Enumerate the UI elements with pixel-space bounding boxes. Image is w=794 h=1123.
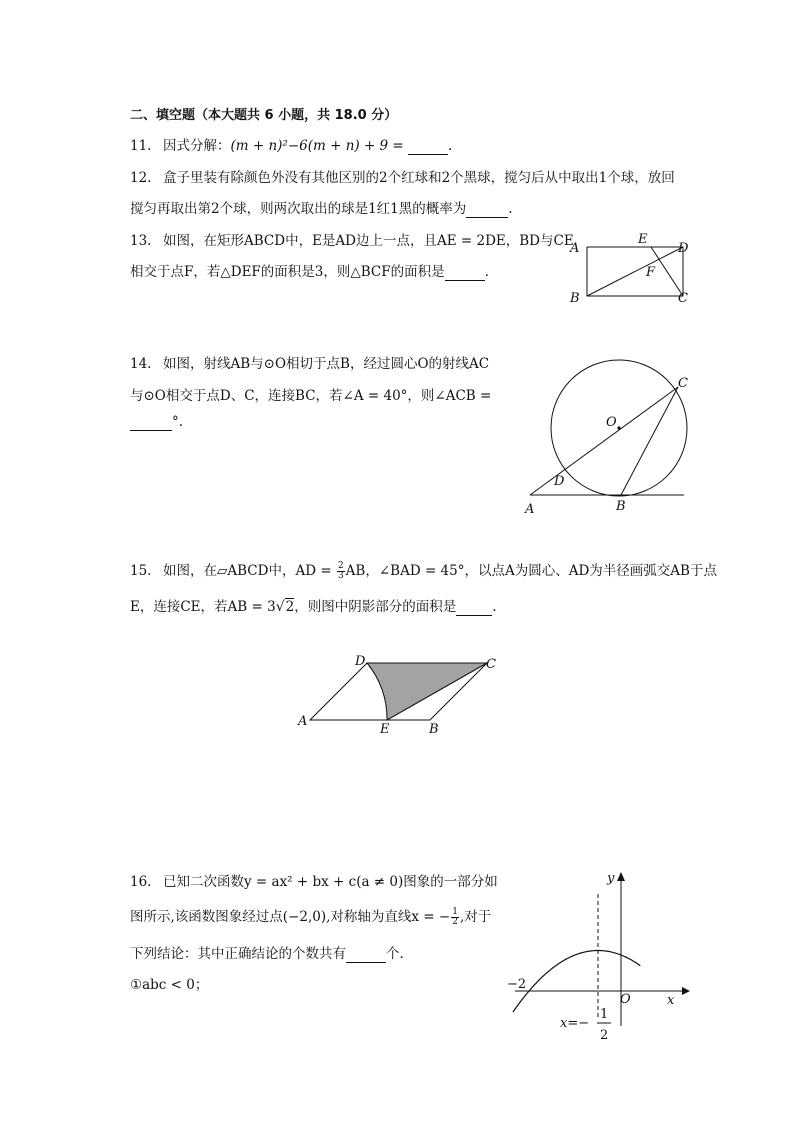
question-number: 13. xyxy=(130,233,152,249)
q16-line3b: 个. xyxy=(386,946,404,962)
q16-line2b: ,对于 xyxy=(459,909,492,925)
label-minus-two: −2 xyxy=(507,977,527,992)
q15-part1: 如图，在▱ABCD中，AD = xyxy=(163,563,332,579)
label-axis-num: 1 xyxy=(600,1007,609,1022)
label-d: D xyxy=(678,241,689,256)
sqrt-argument: 2 xyxy=(285,599,295,615)
question-13-line2 xyxy=(130,260,489,281)
question-15-line2 xyxy=(130,595,497,616)
q14-tail: °. xyxy=(172,414,184,430)
q11-tail: . xyxy=(448,138,453,154)
answer-blank[interactable] xyxy=(408,138,448,155)
label-b: B xyxy=(616,499,626,514)
label-axis-den: 2 xyxy=(600,1028,609,1043)
label-y: y xyxy=(607,871,615,886)
parallelogram-figure xyxy=(295,650,505,740)
q14-line1: 如图，射线AB与⊙O相切于点B，经过圆心O的射线AC xyxy=(163,356,490,372)
frac-numerator: 1 xyxy=(452,907,458,917)
q16-line3a: 下列结论：其中正确结论的个数共有 xyxy=(130,946,346,962)
fraction-one-half xyxy=(451,908,459,927)
question-12-line2 xyxy=(130,197,513,218)
center-dot xyxy=(617,426,620,429)
parabola-figure xyxy=(505,868,705,1048)
x-axis-arrow xyxy=(682,987,690,995)
segment-bd xyxy=(587,247,683,296)
q16-line2a: 图所示,该函数图象经过点(−2,0),对称轴为直线x = − xyxy=(130,909,451,925)
label-c: C xyxy=(486,657,496,672)
question-number: 16. xyxy=(130,874,152,890)
question-16-line1 xyxy=(130,870,498,890)
label-x: x xyxy=(667,993,675,1008)
fraction-two-thirds xyxy=(337,562,345,581)
question-12-line1 xyxy=(130,166,675,186)
label-e: E xyxy=(638,232,648,247)
label-d: D xyxy=(355,654,366,669)
question-number: 12. xyxy=(130,170,152,186)
question-16-line3 xyxy=(130,942,404,963)
label-d: D xyxy=(554,474,565,489)
label-f: F xyxy=(646,265,656,280)
frac-numerator: 2 xyxy=(337,561,344,571)
label-b: B xyxy=(570,291,580,306)
frac-denominator: 3 xyxy=(337,571,344,581)
q16-line1: 已知二次函数y = ax² + bx + c(a ≠ 0)图象的一部分如 xyxy=(163,874,498,890)
q15-line2b: ，则图中阴影部分的面积是 xyxy=(294,599,457,615)
q11-expression: (m + n)²−6(m + n) + 9 = xyxy=(230,138,404,154)
q13-line2: 相交于点F，若△DEF的面积是3，则△BCF的面积是 xyxy=(130,264,445,280)
sqrt-sign: √ xyxy=(275,599,285,615)
question-number: 15. xyxy=(130,563,152,579)
question-16-line2 xyxy=(130,905,491,927)
q13-tail: . xyxy=(484,264,489,280)
question-11 xyxy=(130,134,452,155)
rectangle-figure xyxy=(560,230,700,310)
question-16-item1: ①abc < 0； xyxy=(130,977,209,993)
circle-figure xyxy=(520,360,700,520)
q13-line1: 如图，在矩形ABCD中，E是AD边上一点，且AE = 2DE，BD与CE xyxy=(163,233,574,249)
label-o: O xyxy=(620,992,631,1007)
answer-blank[interactable] xyxy=(130,414,172,431)
label-a: A xyxy=(525,502,535,517)
q12-line2: 搅匀再取出第2个球，则两次取出的球是1红1黑的概率为 xyxy=(130,201,467,217)
label-a: A xyxy=(570,241,580,256)
y-axis-arrow xyxy=(617,872,625,881)
question-13-line1 xyxy=(130,229,574,249)
question-number: 14. xyxy=(130,356,152,372)
answer-blank[interactable] xyxy=(445,264,485,281)
label-e: E xyxy=(380,722,390,737)
q11-lead: 因式分解： xyxy=(163,138,231,154)
label-a: A xyxy=(298,714,308,729)
question-15-line1 xyxy=(130,559,717,581)
label-b: B xyxy=(429,722,439,737)
q14-line2: 与⊙O相交于点D、C，连接BC，若∠A = 40°，则∠ACB = xyxy=(130,388,492,404)
answer-blank[interactable] xyxy=(466,201,508,218)
question-14-line3 xyxy=(130,414,183,431)
label-o: O xyxy=(606,415,617,430)
answer-blank[interactable] xyxy=(456,599,492,616)
question-number: 11. xyxy=(130,138,152,154)
label-c: C xyxy=(678,291,688,306)
section-title: 二、填空题（本大题共 6 小题，共 18.0 分） xyxy=(130,108,398,123)
frac-denominator: 2 xyxy=(452,917,458,927)
q12-line1: 盒子里装有除颜色外没有其他区别的2个红球和2个黑球，搅匀后从中取出1个球，放回 xyxy=(163,170,675,186)
segment-bc xyxy=(621,387,678,495)
q15-tail: . xyxy=(492,599,497,615)
answer-blank[interactable] xyxy=(346,946,386,963)
shaded-region xyxy=(367,663,487,720)
q15-part2: AB，∠BAD = 45°，以点A为圆心、AD为半径画弧交AB于点 xyxy=(345,563,717,579)
q15-line2a: E，连接CE，若AB = 3 xyxy=(130,599,276,615)
question-14-line1 xyxy=(130,352,489,372)
q12-tail: . xyxy=(508,201,513,217)
label-c: C xyxy=(678,376,688,391)
question-14-line2 xyxy=(130,384,491,404)
label-axis-equation: x=− xyxy=(560,1016,590,1031)
